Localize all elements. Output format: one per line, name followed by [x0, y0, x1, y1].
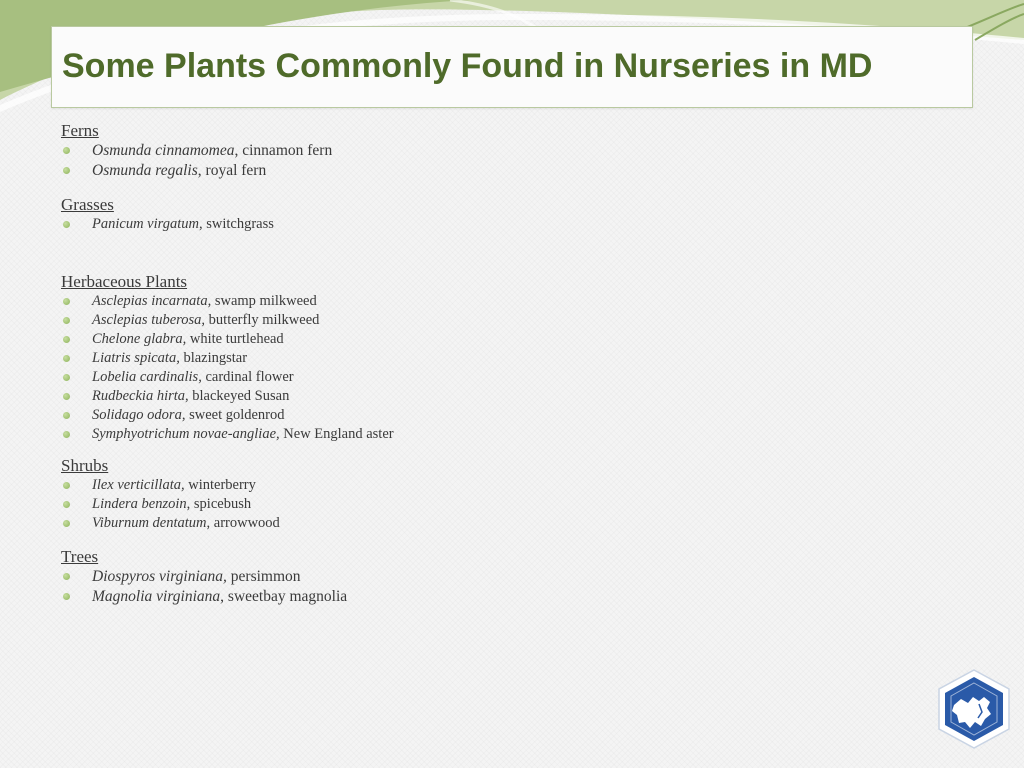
title-box — [51, 26, 973, 108]
list-item — [61, 215, 861, 234]
herbaceous-plants-list — [61, 292, 861, 444]
bullet-icon — [63, 393, 70, 400]
common-name: , spicebush — [186, 496, 252, 512]
list-item — [61, 514, 861, 533]
list-item — [61, 161, 861, 181]
list-item — [61, 292, 861, 311]
bullet-icon — [63, 298, 70, 305]
section-heading-grasses: Grasses — [61, 195, 114, 214]
common-name: butterfly milkweed — [205, 312, 320, 328]
list-item — [61, 567, 861, 587]
list-item — [61, 368, 861, 387]
section-shrubs — [61, 456, 861, 533]
common-name: , arrowwood — [206, 515, 280, 531]
list-item — [61, 476, 861, 495]
list-item — [61, 587, 861, 607]
scientific-name: Osmunda cinnamomea — [92, 142, 235, 159]
ferns-list — [61, 141, 861, 181]
common-name: New England aster — [279, 426, 394, 442]
scientific-name: Lobelia cardinalis — [92, 369, 199, 385]
grasses-list — [61, 215, 861, 234]
scientific-name: Osmunda regalis — [92, 162, 198, 179]
slide-title: Some Plants Commonly Found in Nurseries in MD — [62, 47, 873, 85]
scientific-name: Lindera benzoin — [92, 496, 187, 512]
scientific-name: Asclepias incarnata, — [92, 293, 212, 309]
list-item — [61, 495, 861, 514]
section-heading-herbaceous-plants: Herbaceous Plants — [61, 272, 188, 291]
scientific-name: Chelone glabra, — [92, 331, 187, 347]
common-name: , cinnamon fern — [234, 142, 333, 159]
list-item — [61, 387, 861, 406]
section-heading-trees: Trees — [61, 547, 99, 566]
list-item — [61, 425, 861, 444]
bullet-icon — [63, 317, 70, 324]
section-heading-shrubs: Shrubs — [61, 456, 109, 475]
common-name: , sweetbay magnolia — [220, 588, 348, 605]
section-ferns — [61, 121, 861, 181]
scientific-name: Liatris spicata, — [92, 350, 180, 366]
common-name: swamp milkweed — [211, 293, 317, 309]
scientific-name: Solidago odora, — [92, 407, 186, 423]
scientific-name: Diospyros virginiana, — [92, 568, 227, 585]
scientific-name: Rudbeckia hirta — [92, 388, 186, 404]
list-item — [61, 141, 861, 161]
bullet-icon — [63, 431, 70, 438]
scientific-name: Magnolia virginiana — [92, 588, 221, 605]
list-item — [61, 406, 861, 425]
shrubs-list — [61, 476, 861, 533]
common-name: blazingstar — [179, 350, 248, 366]
common-name: , cardinal flower — [198, 369, 294, 385]
bullet-icon — [63, 374, 70, 381]
bullet-icon — [63, 520, 70, 527]
bullet-icon — [63, 336, 70, 343]
bullet-icon — [63, 573, 70, 580]
scientific-name: Ilex verticillata, — [92, 477, 185, 493]
bullet-icon — [63, 167, 70, 174]
common-name: winterberry — [184, 477, 256, 493]
bullet-icon — [63, 501, 70, 508]
list-item — [61, 330, 861, 349]
common-name: white turtlehead — [186, 331, 284, 347]
scientific-name: Viburnum dentatum — [92, 515, 207, 531]
scientific-name: Symphyotrichum novae-angliae, — [92, 426, 280, 442]
bullet-icon — [63, 482, 70, 489]
list-item — [61, 311, 861, 330]
common-name: sweet goldenrod — [185, 407, 285, 423]
bullet-icon — [63, 412, 70, 419]
bullet-icon — [63, 147, 70, 154]
section-grasses — [61, 195, 861, 234]
bullet-icon — [63, 355, 70, 362]
scientific-name: Panicum virgatum — [92, 216, 199, 232]
scientific-name: Asclepias tuberosa, — [92, 312, 206, 328]
common-name: , royal fern — [197, 162, 267, 179]
bullet-icon — [63, 221, 70, 228]
common-name: , switchgrass — [199, 216, 274, 232]
common-name: , blackeyed Susan — [185, 388, 290, 404]
section-trees — [61, 547, 861, 607]
slide-content — [61, 121, 861, 607]
state-seal-logo-icon — [937, 668, 1011, 750]
common-name: persimmon — [226, 568, 301, 585]
section-herbaceous-plants — [61, 272, 861, 444]
section-heading-ferns: Ferns — [61, 121, 99, 140]
trees-list — [61, 567, 861, 607]
bullet-icon — [63, 593, 70, 600]
list-item — [61, 349, 861, 368]
